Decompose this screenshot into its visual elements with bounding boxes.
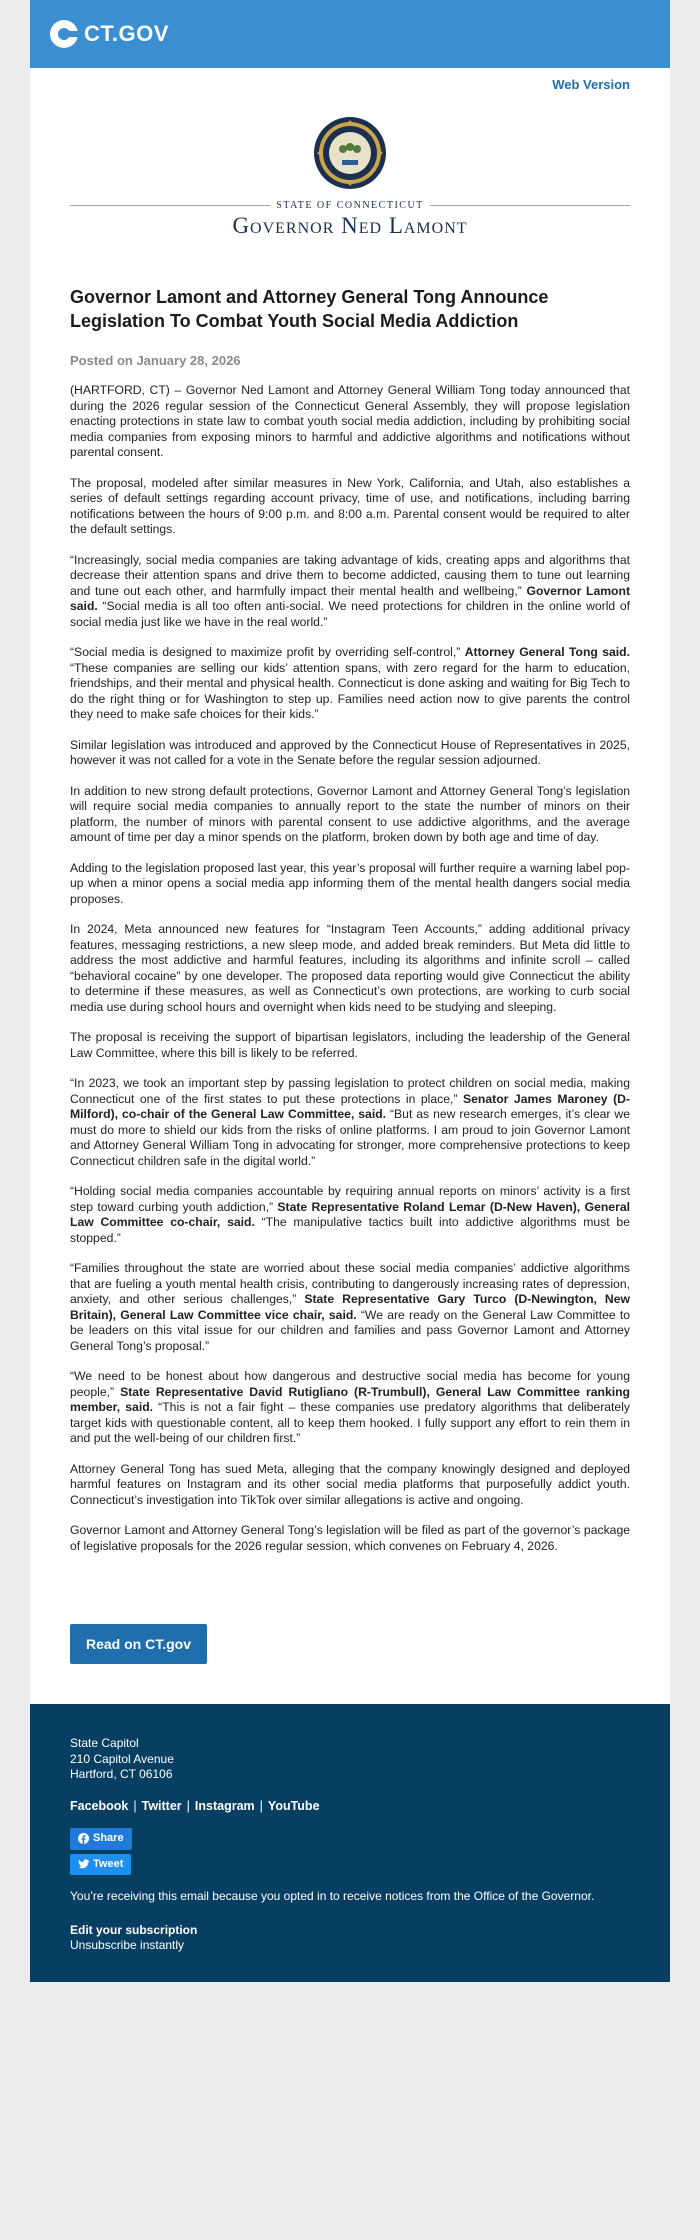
link-separator: | [259, 1798, 263, 1813]
facebook-share-button[interactable] [70, 1828, 132, 1850]
state-seal-icon [313, 116, 387, 190]
email-body [30, 68, 670, 1704]
divider [430, 205, 630, 206]
paragraph: In 2024, Meta announced new features for “Instagram Teen Accounts,” adding additional privacy features, messaging restrictions, a new sleep mode, and added break reminders. But Meta did little to address the most addictive and harmful features, including its algorithms and infinite scroll – called “behavioral cocaine” by one developer. The proposed data reporting would give Connecticut the ability to determine if these measures, as well as Connecticut’s own protections, are working to curb social media use during school hours and overnight when kids need to be studying and sleeping. [70, 922, 630, 1014]
ct-logo-icon [50, 20, 78, 48]
governor-name: Governor Ned Lamont [232, 213, 468, 238]
article-body [70, 383, 630, 1554]
youtube-link[interactable]: YouTube [267, 1798, 320, 1813]
speaker-attribution: Attorney General Tong said. [464, 645, 630, 659]
paragraph: “We need to be honest about how dangerous and destructive social media has become for young people,” State Representative David Rutigliano (R-Trumbull), General Law Committee ranking member, said. “This is not a fair fight – these companies use predatory algorithms that deliberately target kids with questionable content, all to keep them hooked. I fully support any effort to rein them in and put the well-being of our children first.” [70, 1369, 630, 1445]
paragraph: “Holding social media companies accountable by requiring annual reports on minors’ activity is a first step toward curbing youth addiction,” State Representative Roland Lemar (D-New Haven), General Law Committee co-chair, said. “The manipulative tactics built into addictive algorithms must be stopped.” [70, 1184, 630, 1245]
web-version-link[interactable]: Web Version [552, 77, 630, 92]
state-of-label: STATE OF CONNECTICUT [276, 200, 424, 211]
paragraph: Attorney General Tong has sued Meta, alleging that the company knowingly designed and deployed harmful features on Instagram and its other social media platforms that purposefully addict youth. Connecticut’s investigation into TikTok over similar allegations is active and ongoing. [70, 1461, 630, 1507]
paragraph: Similar legislation was introduced and approved by the Connecticut House of Representatives in 2025, however it was not called for a vote in the Senate before the regular session adjourned. [70, 737, 630, 767]
footer [30, 1704, 670, 1982]
facebook-link[interactable]: Facebook [70, 1798, 129, 1813]
state-of-connecticut-line [70, 200, 630, 211]
posted-date: Posted on January 28, 2026 [70, 353, 241, 368]
link-separator: | [186, 1798, 190, 1813]
paragraph: The proposal, modeled after similar measures in New York, California, and Utah, also establishes a series of default settings regarding account privacy, time of use, and notifications, including barring notifications between the hours of 9:00 p.m. and 8:00 a.m. Parental consent would be required to alter the default settings. [70, 475, 630, 536]
social-links [70, 1799, 630, 1815]
email-container [30, 0, 670, 1982]
ct-gov-logo[interactable] [50, 20, 169, 48]
speaker-attribution: Governor Lamont said. [70, 583, 631, 613]
address-block [70, 1736, 630, 1783]
bird-icon [78, 1859, 89, 1869]
article-title: Governor Lamont and Attorney General Tong Announce Legislation To Combat Youth Social Media Addiction [70, 287, 549, 331]
tweet-label: Tweet [93, 1857, 124, 1870]
speaker-attribution: Senator James Maroney (D-Milford), co-chair of the General Law Committee, said. [70, 1091, 630, 1121]
speaker-attribution: State Representative Roland Lemar (D-New Haven), General Law Committee co-chair, said. [70, 1199, 630, 1229]
speaker-attribution: State Representative David Rutigliano (R-Trumbull), General Law Committee ranking member, said. [70, 1384, 630, 1414]
facebook-icon [78, 1833, 89, 1844]
read-on-ctgov-button[interactable]: Read on CT.gov [70, 1624, 207, 1664]
instagram-link[interactable]: Instagram [194, 1798, 255, 1813]
paragraph: Governor Lamont and Attorney General Tong’s legislation will be filed as part of the governor’s package of legislative proposals for the 2026 regular session, which convenes on February 4, 2026. [70, 1523, 630, 1553]
paragraph: Adding to the legislation proposed last year, this year’s proposal will further require a warning label pop-up when a minor opens a social media app informing them of the mental health dangers social media proposes. [70, 860, 630, 906]
unsubscribe-link[interactable]: Unsubscribe instantly [70, 1938, 185, 1952]
address-line: 210 Capitol Avenue [70, 1751, 174, 1766]
paragraph: In addition to new strong default protections, Governor Lamont and Attorney General Tong’s legislation will require social media companies to annually report to the state the number of minors on their platform, the number of minors with parental consent to use addictive algorithms, and the average amount of time per day a minor spends on the platform, broken down by both age and time of day. [70, 783, 630, 844]
paragraph: (HARTFORD, CT) – Governor Ned Lamont and Attorney General William Tong today announced that during the 2026 regular session of the Connecticut General Assembly, they will propose legislation enacting protections in state law to combat youth social media addiction, including by prohibiting social media companies from exposing minors to harmful and addictive algorithms and notifications without parental consent. [70, 383, 630, 459]
paragraph: “Families throughout the state are worried about these social media companies’ addictive algorithms that are fueling a youth mental health crisis, contributing to dangerously increasing rates of depression, anxiety, and other serious challenges,” State Representative Gary Turco (D-Newington, New Britain), General Law Committee vice chair, said. “We are ready on the General Law Committee to be leaders on this vital issue for our children and families and pass Governor Lamont and Attorney General Tong’s proposal.” [70, 1261, 631, 1353]
masthead [70, 104, 630, 239]
share-label: Share [93, 1832, 124, 1844]
edit-subscription-link[interactable]: Edit your subscription [70, 1922, 198, 1937]
address-line: State Capitol [70, 1736, 139, 1750]
paragraph: “Increasingly, social media companies are taking advantage of kids, creating apps and algorithms that decrease their attention spans and drive them to become addicted, causing them to tune out learning and tune out each other, and harmfully impact their mental health and wellbeing,” Governor Lamont said. “Social media is all too often anti-social. We need protections for children in the online world of social media just like we have in the real world.” [70, 552, 631, 629]
divider [70, 205, 270, 206]
spacer [70, 1664, 630, 1704]
paragraph: “In 2023, we took an important step by passing legislation to protect children on social media, making Connecticut one of the first states to put these protections in place,” Senator James Maroney (D-Milford), co-chair of the General Law Committee, said. “But as new research emerges, it’s clear we must do more to shield our kids from the risks of online platforms. I am proud to join Governor Lamont and Attorney General William Tong in advocating for stronger, more comprehensive protections to keep Connecticut children safe in the digital world.” [70, 1076, 631, 1168]
paragraph: “Social media is designed to maximize profit by overriding self-control,” Attorney General Tong said. “These companies are selling our kids’ attention spans, with zero regard for the harm to education, friendships, and their mental and physical health. Connecticut is done asking and waiting for Big Tech to do the right thing or for Washington to step up. Families need action now to give parents the control they need to make safe choices for their kids.” [70, 645, 630, 721]
brand-name: CT.GOV [84, 21, 169, 46]
twitter-link[interactable]: Twitter [141, 1798, 182, 1813]
link-separator: | [133, 1798, 137, 1813]
paragraph: The proposal is receiving the support of bipartisan legislators, including the leadership of the General Law Committee, where this bill is likely to be referred. [70, 1030, 630, 1060]
speaker-attribution: State Representative Gary Turco (D-Newington, New Britain), General Law Committee vice chair, said. [70, 1292, 630, 1322]
web-version-row [70, 68, 630, 104]
header-bar [30, 0, 670, 68]
subscription-notice: You’re receiving this email because you opted in to receive notices from the Office of the Governor. [70, 1889, 595, 1903]
address-line: Hartford, CT 06106 [70, 1767, 173, 1781]
tweet-button[interactable] [70, 1854, 131, 1876]
